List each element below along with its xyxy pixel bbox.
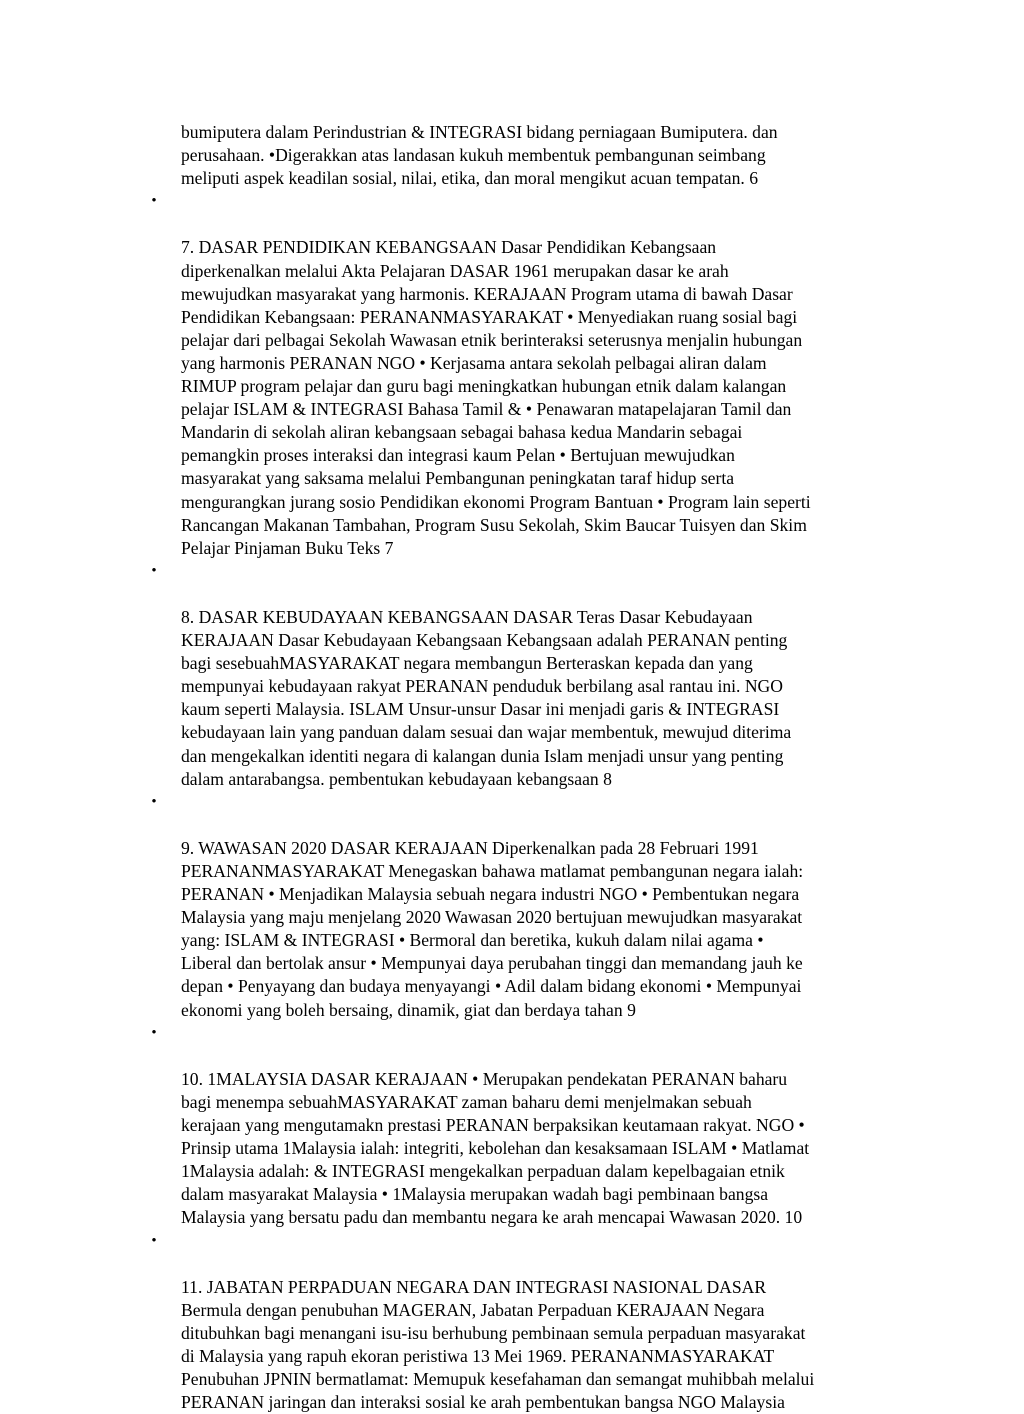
list-item-text: 11. JABATAN PERPADUAN NEGARA DAN INTEGRASI NASIONAL DASAR Bermula dengan penubuhan MAGERAN, Jabatan Perpaduan KERAJAAN Negara ditubuhkan bagi menangani isu-isu berhubung pembinaan semula perpaduan masyarakat di Malaysia yang rapuh ekoran peristiwa 13 Mei 1969. PERANANMASYARAKAT Penubuhan JPNIN bermatlamat: Memupuk kesefahaman dan semangat muhibbah melalui PERANAN jaringan dan interaksi sosial ke arah pembentukan bangsa NGO Malaysia [181, 1277, 814, 1412]
list-item-text: 7. DASAR PENDIDIKAN KEBANGSAAN Dasar Pendidikan Kebangsaan diperkenalkan melalui Akta Pelajaran DASAR 1961 merupakan dasar ke arah mewujudkan masyarakat yang harmonis. KERAJAAN Program utama di bawah Dasar Pendidikan Kebangsaan: PERANANMASYARAKAT • Menyediakan ruang sosial bagi pelajar dari pelbagai Sekolah Wawasan etnik berinteraksi seterusnya menjalin hubungan yang harmonis PERANAN NGO • Kerjasama antara sekolah pelbagai aliran dalam RIMUP program pelajar dan guru bagi meningkatkan hubungan etnik dalam kalangan pelajar ISLAM & INTEGRASI Bahasa Tamil & • Penawaran matapelajaran Tamil dan Mandarin di sekolah aliran kebangsaan sebagai bahasa kedua Mandarin sebagai pemangkin proses interaksi dan integrasi kaum Pelan • Bertujuan mewujudkan masyarakat yang saksama melalui Pembangunan peningkatan taraf hidup serta mengurangkan jurang sosio Pendidikan ekonomi Program Bantuan • Program lain seperti Rancangan Makanan Tambahan, Program Susu Sekolah, Skim Baucar Tuisyen dan Skim Pelajar Pinjaman Buku Teks 7 [181, 237, 811, 557]
bullet-list [181, 190, 911, 1414]
bullet-icon: • [148, 1022, 160, 1045]
list-item-text: 8. DASAR KEBUDAYAAN KEBANGSAAN DASAR Teras Dasar Kebudayaan KERAJAAN Dasar Kebudayaan Kebangsaan Kebangsaan adalah PERANAN penting bagi sesebuahMASYARAKAT negara membangun Berteraskan kepada dan yang mempunyai kebudayaan rakyat PERANAN penduduk berbilang asal rantau ini. NGO kaum seperti Malaysia. ISLAM Unsur-unsur Dasar ini menjadi garis & INTEGRASI kebudayaan lain yang panduan dalam sesuai dan wajar membentuk, mewujud diterima dan mengekalkan identiti negara di kalangan dunia Islam menjadi unsur yang penting dalam antarabangsa. pembentukan kebudayaan kebangsaan 8 [181, 607, 791, 789]
bullet-icon: • [148, 791, 160, 814]
list-item [181, 791, 911, 1022]
bullet-icon: • [148, 1230, 160, 1253]
list-item-text: 9. WAWASAN 2020 DASAR KERAJAAN Diperkenalkan pada 28 Februari 1991 PERANANMASYARAKAT Menegaskan bahawa matlamat pembangunan negara ialah: PERANAN • Menjadikan Malaysia sebuah negara industri NGO • Pembentukan negara Malaysia yang maju menjelang 2020 Wawasan 2020 bertujuan mewujudkan masyarakat yang: ISLAM & INTEGRASI • Bermoral dan beretika, kukuh dalam nilai agama • Liberal dan bertolak ansur • Mempunyai daya perubahan tinggi dan memandang jauh ke depan • Penyayang dan budaya menyayangi • Adil dalam bidang ekonomi • Mempunyai ekonomi yang boleh bersaing, dinamik, giat dan berdaya tahan 9 [181, 838, 803, 1020]
document-body [181, 121, 911, 1414]
bullet-icon: • [148, 560, 160, 583]
list-item [181, 190, 911, 560]
list-item [181, 1022, 911, 1230]
list-item-text: 10. 1MALAYSIA DASAR KERAJAAN • Merupakan pendekatan PERANAN baharu bagi menempa sebuahMASYARAKAT zaman baharu demi menjelmakan sebuah kerajaan yang mengutamakn prestasi PERANAN berpaksikan keutamaan rakyat. NGO • Prinsip utama 1Malaysia ialah: integriti, kebolehan dan kesaksamaan ISLAM • Matlamat 1Malaysia adalah: & INTEGRASI mengekalkan perpaduan dalam kepelbagaian etnik dalam masyarakat Malaysia • 1Malaysia merupakan wadah bagi pembinaan bangsa Malaysia yang bersatu padu dan membantu negara ke arah mencapai Wawasan 2020. 10 [181, 1069, 809, 1228]
list-item [181, 560, 911, 791]
intro-paragraph: bumiputera dalam Perindustrian & INTEGRASI bidang perniagaan Bumiputera. dan perusahaan. •Digerakkan atas landasan kukuh membentuk pembangunan seimbang meliputi aspek keadilan sosial, nilai, etika, dan moral mengikut acuan tempatan. 6 [181, 121, 911, 190]
list-item [181, 1230, 911, 1414]
bullet-icon: • [148, 190, 160, 213]
